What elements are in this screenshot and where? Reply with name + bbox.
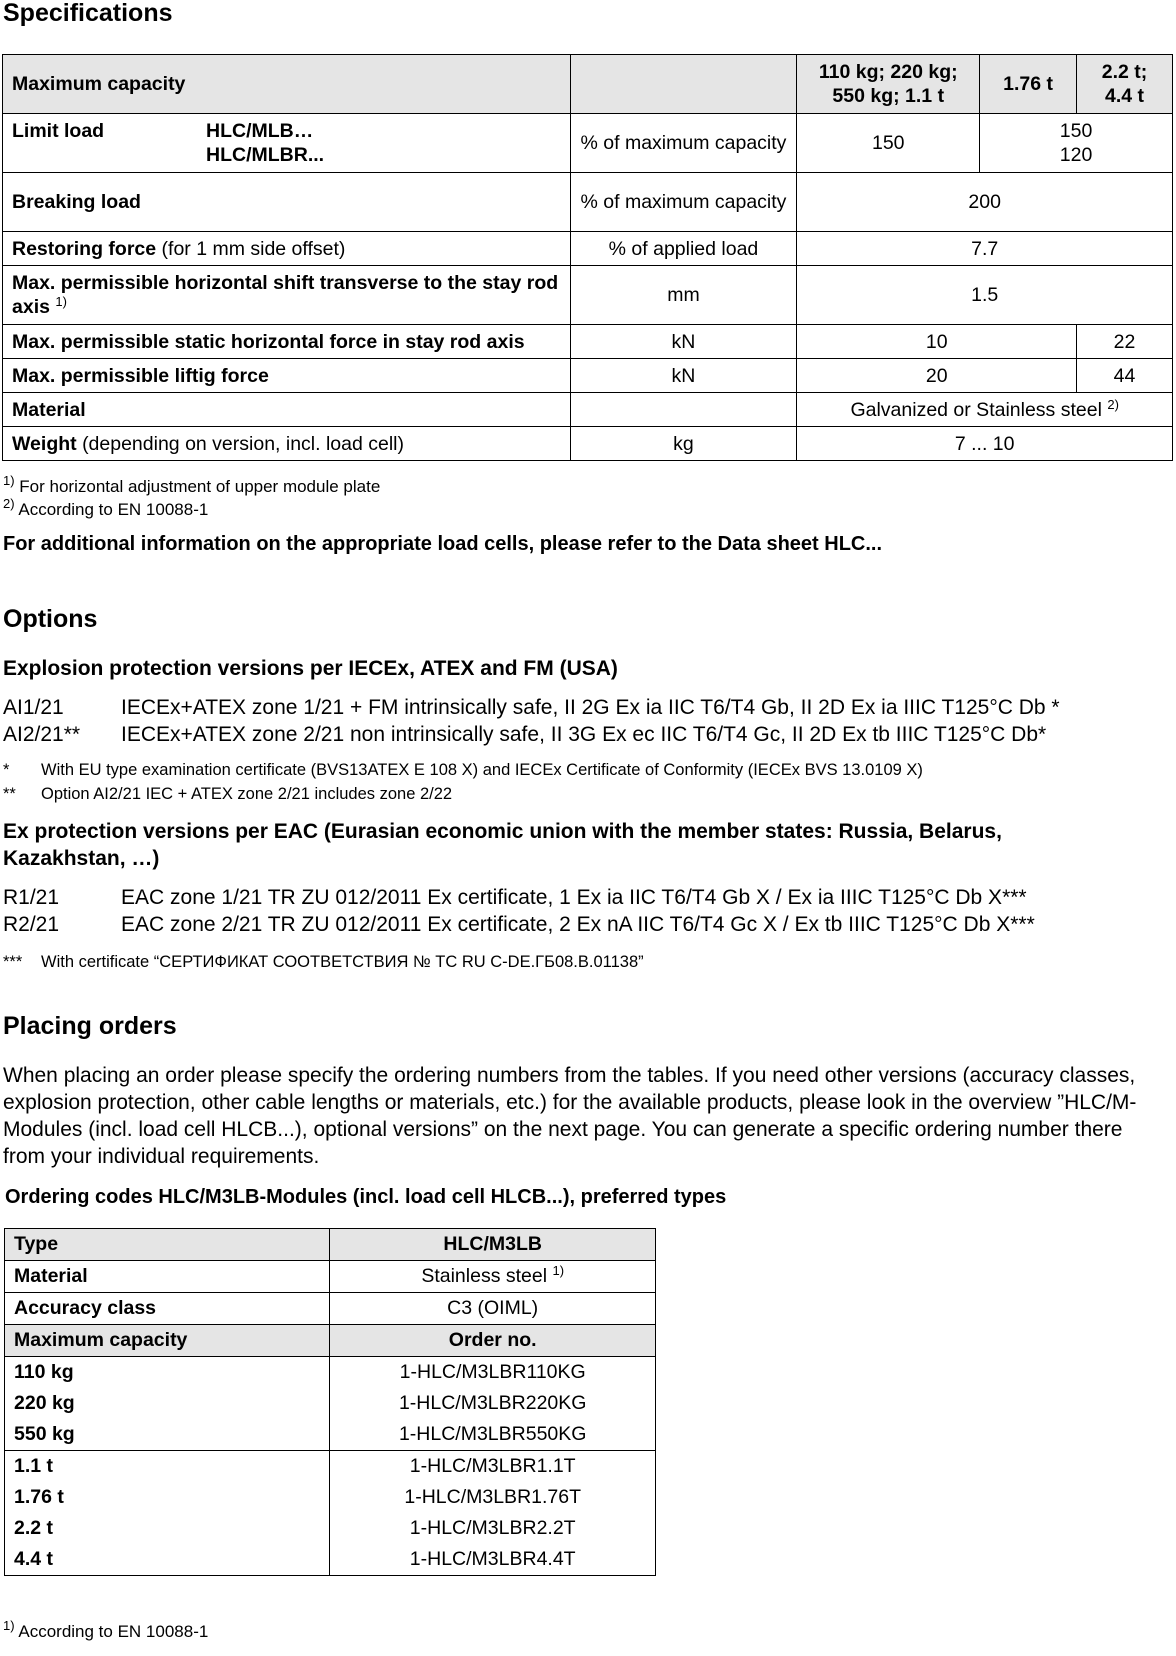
spec-row-lifting-force [3,359,1173,393]
explosion-note: ** Option AI2/21 IEC + ATEX zone 2/21 includes zone 2/22 [3,785,453,803]
limit-load-variant-1: HLC/MLB… [206,120,314,142]
static-force-label: Max. permissible static horizontal force in stay rod axis [3,325,571,359]
ordering-codes-table [4,1228,656,1576]
explosion-note: * With EU type examination certificate (BVS13ATEX E 108 X) and IECEx Certificate of Conformity (IECEx BVS 13.0109 X) [3,761,923,779]
placing-orders-title: Placing orders [3,1012,177,1040]
spec-footnote: $^{1)}$ For horizontal adjustment of upper module plate [3,473,381,496]
table-row: 220 kg 1-HLC/M3LBR220KG [5,1388,656,1419]
specifications-table [2,54,1173,461]
lifting-force-value-c: 44 [1077,359,1173,393]
limit-load-value-bc-1: 150 [1059,120,1093,142]
eac-item: R2/21 EAC zone 2/21 TR ZU 012/2011 Ex certificate, 2 Ex nA IIC T6/T4 Gc X / Ex tb IIIC T125°C Db X*** [3,913,1035,936]
table-row: 4.4 t 1-HLC/M3LBR4.4T [5,1544,656,1576]
spec-row-limit-load [3,114,1173,173]
explosion-notes [3,758,923,806]
explosion-heading: Explosion protection versions per IECEx, ATEX and FM (USA) [3,657,618,680]
limit-load-label: Limit load [12,120,105,142]
limit-load-value-bc-2: 120 [1059,144,1093,166]
eac-note: *** With certificate “СЕРТИФИКАТ СООТВЕТСТВИЯ № ТС RU C-DE.ГБ08.В.01138” [3,953,644,971]
order-row-capacity-header: Maximum capacity Order no. [5,1325,656,1357]
placing-orders-paragraph: When placing an order please specify the ordering numbers from the tables. If you need other versions (accuracy classes, explosion protection, other cable lengths or materials, etc.) for the available products, please look in the overview ”HLC/M-Modules (incl. load cell HLCB...), optional versions” on the next page. You can generate a specific ordering number there from your individual requirements. [3,1064,1137,1168]
table-row: 1.1 t 1-HLC/M3LBR1.1T [5,1451,656,1483]
table-row: 1.76 t 1-HLC/M3LBR1.76T [5,1482,656,1513]
breaking-load-value: 200 [797,173,1173,232]
restoring-force-value: 7.7 [797,232,1173,266]
breaking-load-unit: % of maximum capacity [570,173,797,232]
material-value: Galvanized or Stainless steel [850,398,1102,421]
spec-header-col-a: 110 kg; 220 kg; 550 kg; 1.1 t [797,55,980,114]
lifting-force-unit: kN [570,359,797,393]
spec-header-col-b: 1.76 t [980,55,1077,114]
spec-row-weight [3,427,1173,461]
spec-header-row [3,55,1173,114]
weight-label: Weight [12,432,77,455]
spec-header-label: Maximum capacity [3,55,571,114]
eac-heading: Ex protection versions per EAC (Eurasian economic union with the member states: Russia, Belarus, Kazakhstan, …) [3,820,1002,871]
horizontal-shift-sup: 1) [55,294,67,309]
options-title: Options [3,605,98,633]
lifting-force-label: Max. permissible liftig force [3,359,571,393]
limit-load-variant-2: HLC/MLBR... [206,144,325,166]
limit-load-unit: % of maximum capacity [570,114,797,173]
specifications-title: Specifications [3,0,173,27]
spec-footnotes [3,475,380,521]
ordering-table-title: Ordering codes HLC/M3LB-Modules (incl. load cell HLCB...), preferred types [5,1186,727,1208]
spec-header-col-c: 2.2 t; 4.4 t [1077,55,1173,114]
restoring-force-note: (for 1 mm side offset) [161,237,346,260]
static-force-value-c: 22 [1077,325,1173,359]
table-row: 110 kg 1-HLC/M3LBR110KG [5,1357,656,1389]
spec-row-horizontal-shift [3,266,1173,325]
spec-row-material [3,393,1173,427]
static-force-unit: kN [570,325,797,359]
spec-row-breaking-load [3,173,1173,232]
table-row: 550 kg 1-HLC/M3LBR550KG [5,1419,656,1451]
material-sup: 2) [1107,396,1119,412]
explosion-list [3,694,1173,748]
spec-footnote: $^{2)}$ According to EN 10088-1 [3,496,209,519]
weight-value: 7 ... 10 [797,427,1173,461]
static-force-value-ab: 10 [797,325,1077,359]
order-row-type: Type HLC/M3LB [5,1229,656,1261]
lifting-force-value-ab: 20 [797,359,1077,393]
restoring-force-label: Restoring force [12,237,157,260]
order-row-accuracy: Accuracy class C3 (OIML) [5,1293,656,1325]
explosion-item: AI1/21 IECEx+ATEX zone 1/21 + FM intrinsically safe, II 2G Ex ia IIC T6/T4 Gb, II 2D Ex ia IIIC T125°C Db * [3,696,1060,719]
weight-note: (depending on version, incl. load cell) [82,432,405,455]
explosion-item: AI2/21** IECEx+ATEX zone 2/21 non intrinsically safe, II 3G Ex ec IIC T6/T4 Gc, II 2D Ex tb IIIC T125°C Db* [3,723,1047,746]
horizontal-shift-label: Max. permissible horizontal shift transverse to the stay rod axis [12,272,559,318]
limit-load-value-a: 150 [797,114,980,173]
breaking-load-label: Breaking load [3,173,571,232]
additional-info: For additional information on the appropriate load cells, please refer to the Data sheet HLC... [3,533,883,555]
ordering-footnote: $^{1)}$ According to EN 10088-1 [3,1618,209,1641]
spec-row-static-force [3,325,1173,359]
restoring-force-unit: % of applied load [570,232,797,266]
table-row: 2.2 t 1-HLC/M3LBR2.2T [5,1513,656,1544]
material-label: Material [3,393,571,427]
horizontal-shift-unit: mm [570,266,797,325]
spec-row-restoring-force [3,232,1173,266]
weight-unit: kg [570,427,797,461]
horizontal-shift-value: 1.5 [797,266,1173,325]
eac-list [3,884,1173,938]
order-row-material: Material Stainless steel $^{1)}$ [5,1261,656,1293]
eac-item: R1/21 EAC zone 1/21 TR ZU 012/2011 Ex certificate, 1 Ex ia IIC T6/T4 Gb X / Ex ia IIIC T125°C Db X*** [3,886,1027,909]
